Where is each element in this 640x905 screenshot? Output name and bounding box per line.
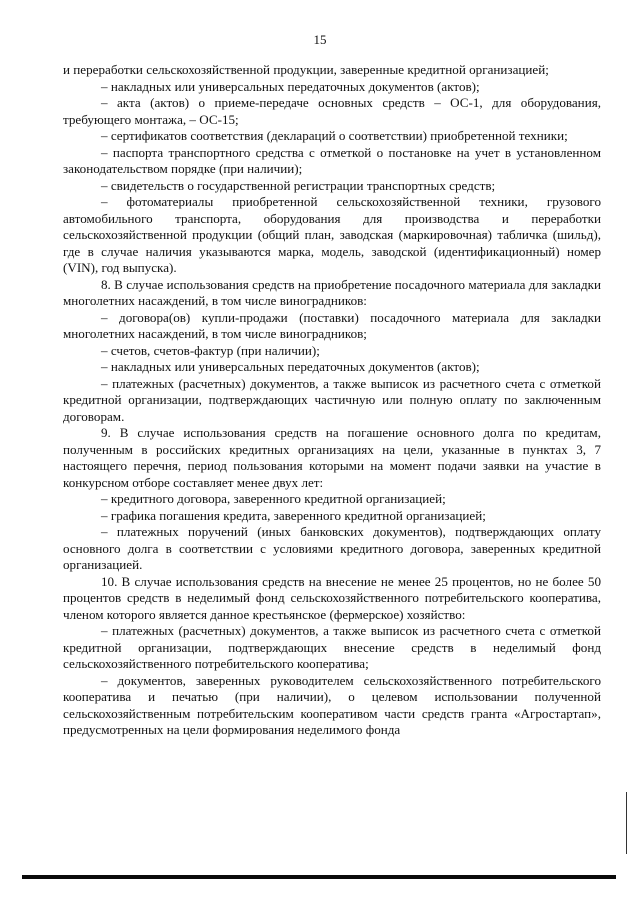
paragraph: – договора(ов) купли-продажи (поставки) посадочного материала для закладки многолетних насаждений, в том числе виноградников;	[63, 309, 601, 341]
paragraph: – акта (актов) о приеме-передаче основных средств – ОС-1, для оборудования, требующего монтажа, – ОС-15;	[63, 95, 601, 127]
paragraph: – графика погашения кредита, заверенного кредитной организацией;	[101, 507, 486, 523]
paragraph: – счетов, счетов-фактур (при наличии);	[101, 342, 320, 358]
document-body	[63, 62, 601, 739]
paragraph: 9. В случае использования средств на погашение основного долга по кредитам, полученным в российских кредитных организациях на цели, указанные в пунктах 3, 7 настоящего перечня, период пользования которыми на момент подачи заявки на участие в конкурсном отборе составляет менее двух лет:	[63, 425, 601, 490]
paragraph: – накладных или универсальных передаточных документов (актов);	[101, 359, 480, 374]
paragraph: – сертификатов соответствия (деклараций о соответствии) приобретенной техники;	[101, 128, 568, 143]
page-number: 15	[313, 32, 327, 47]
paragraph: 10. В случае использования средств на внесение не менее 25 процентов, но не более 50 процентов средств в неделимый фонд сельскохозяйственного потребительского кооператива, членом которого является данное крестьянское (фермерское) хозяйство:	[63, 573, 601, 622]
paragraph: – платежных поручений (иных банковских документов), подтверждающих оплату основного долга в соответствии с условиями кредитного договора, заверенных кредитной организацией.	[63, 524, 601, 572]
margin-mark	[626, 792, 627, 854]
paragraph: – документов, заверенных руководителем сельскохозяйственного потребительского кооператива и печатью (при наличии), о целевом использовании полученной сельскохозяйственным потребительским кооперативом части средств гранта «Агростартап», предусмотренных на цели формирования неделимого фонда	[63, 672, 601, 737]
paragraph: – паспорта транспортного средства с отметкой о постановке на учет в установленном законодательством порядке (при наличии);	[63, 144, 601, 176]
paragraph: 8. В случае использования средств на приобретение посадочного материала для закладки многолетних насаждений, в том числе виноградников:	[63, 276, 601, 308]
paragraph: – платежных (расчетных) документов, а также выписок из расчетного счета с отметкой кредитной организации, подтверждающих частичную или полную оплату по заключенным договорам.	[63, 375, 601, 424]
paragraph: – платежных (расчетных) документов, а также выписок из расчетного счета с отметкой кредитной организации, подтверждающих внесение средств в неделимый фонд сельскохозяйственного потребительского кооператива;	[63, 623, 601, 671]
paragraph: – свидетельств о государственной регистрации транспортных средств;	[101, 177, 496, 193]
paragraph: и переработки сельскохозяйственной продукции, заверенные кредитной организацией;	[63, 62, 549, 77]
paragraph: – накладных или универсальных передаточных документов (актов);	[101, 78, 480, 94]
paragraph: – кредитного договора, заверенного кредитной организацией;	[101, 491, 446, 506]
page-bottom-bar	[22, 875, 616, 879]
paragraph: – фотоматериалы приобретенной сельскохозяйственной техники, грузового автомобильного транспорта, оборудования для производства и переработки сельскохозяйственной продукции (общий план, заводская (маркировочная) табличка (шильд), где в случае наличия указываются марка, модель, заводской (идентификационный) номер (VIN), год выпуска).	[63, 194, 601, 275]
